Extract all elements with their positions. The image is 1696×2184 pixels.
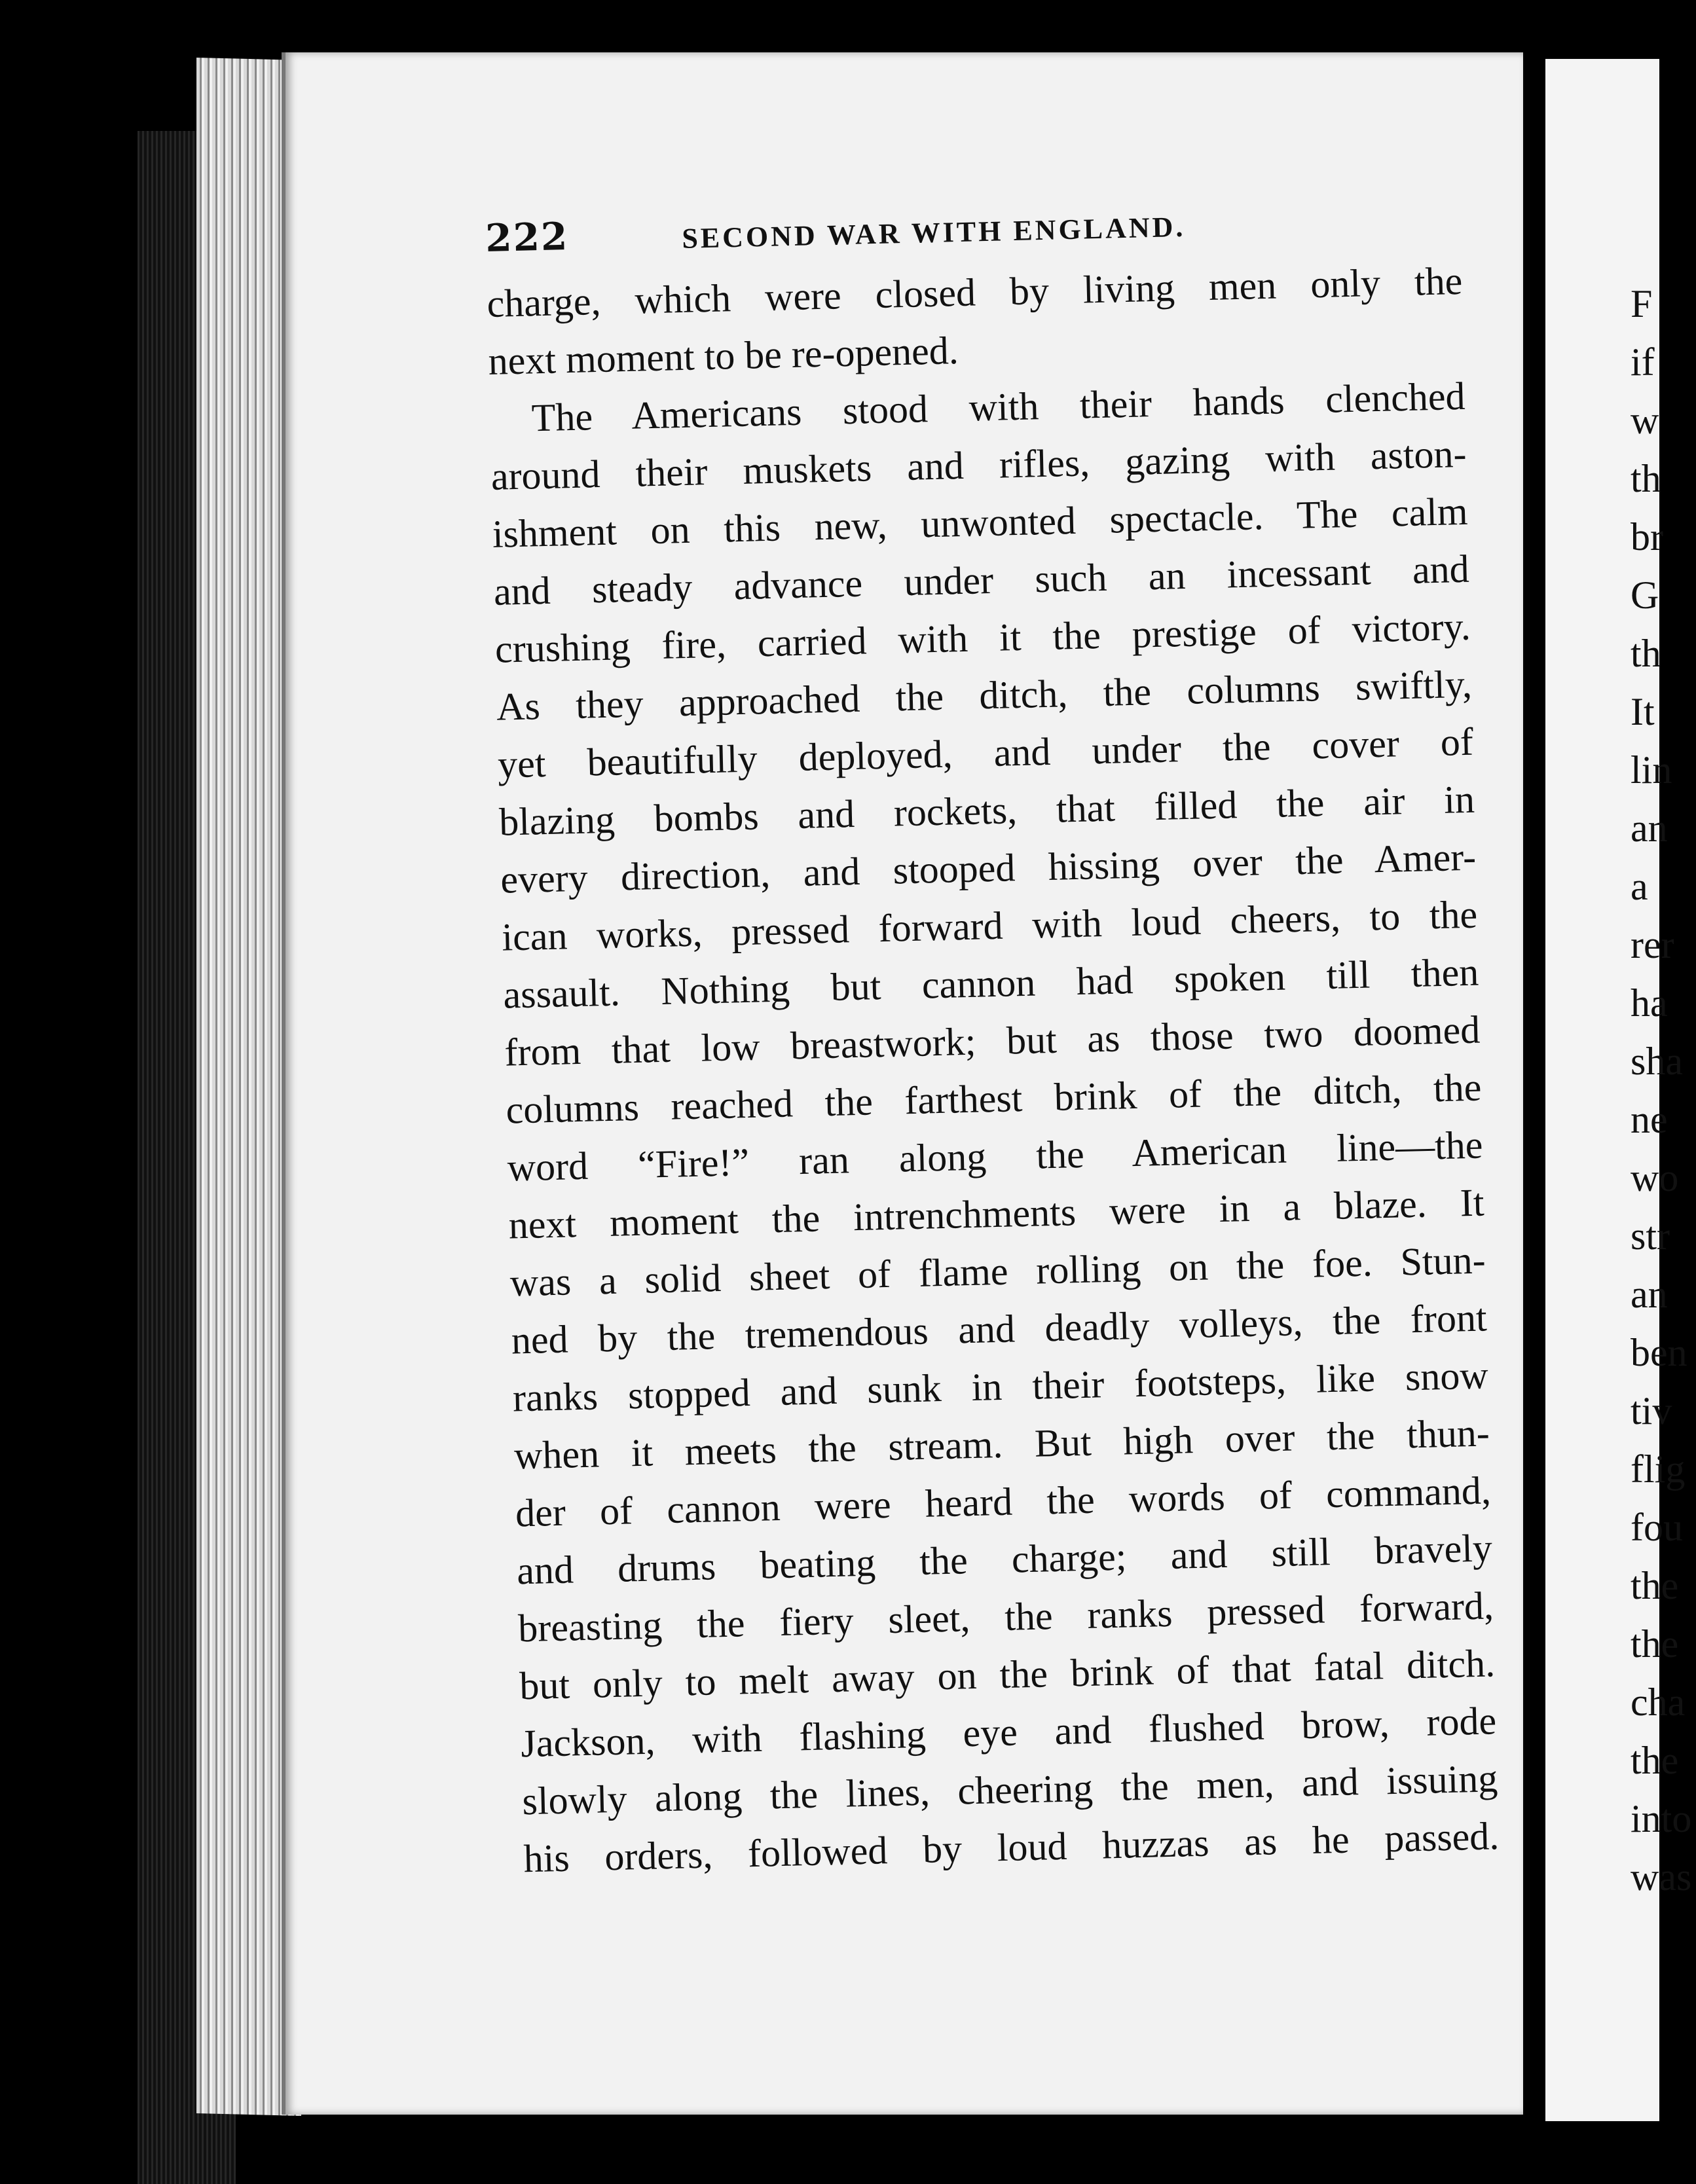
right-page-fragment: if: [1631, 340, 1655, 384]
right-page-fragment: ne: [1631, 1098, 1668, 1141]
right-page-fragment: rer: [1631, 923, 1674, 966]
right-page-fragment: tiv: [1631, 1389, 1672, 1432]
text-line: from that low breastwork; but as those two doomed: [504, 1008, 1481, 1074]
right-page-fragment: fou: [1631, 1506, 1683, 1549]
right-page-fragment: w: [1631, 399, 1659, 442]
right-page-fragment: wo: [1631, 1156, 1679, 1199]
text-line: ranks stopped and sunk in their footsteps, like snow: [512, 1353, 1489, 1420]
text-line: every direction, and stooped hissing over the Amer-: [500, 835, 1477, 901]
right-page-fragment: the: [1631, 1739, 1679, 1782]
right-page-fragment: br: [1631, 515, 1663, 558]
right-page-fragment: a: [1631, 865, 1648, 908]
right-page-fragment: sha: [1631, 1040, 1683, 1083]
right-page-fragment: the: [1631, 1564, 1679, 1607]
text-line: next moment to be re-opened.: [487, 329, 959, 383]
text-line: der of cannon were heard the words of command,: [515, 1468, 1492, 1535]
page-number: 222: [485, 214, 570, 261]
text-line: ican works, pressed forward with loud cheers, to the: [501, 892, 1478, 959]
text-line: and steady advance under such an incessant and: [493, 547, 1470, 613]
right-page-fragment: str: [1631, 1214, 1670, 1258]
text-line: As they approached the ditch, the columns swiftly,: [496, 662, 1473, 729]
text-line: crushing fire, carried with it the prestige of victory.: [494, 604, 1471, 671]
text-line: when it meets the stream. But high over the thun-: [513, 1411, 1490, 1478]
right-page-fragment: an: [1631, 807, 1668, 850]
text-line: charge, which were closed by living men only the: [486, 259, 1463, 325]
text-line: and drums beating the charge; and still bravely: [516, 1526, 1493, 1593]
text-line: ned by the tremendous and deadly volleys, the front: [511, 1296, 1488, 1362]
right-page-fragment: cha: [1631, 1681, 1686, 1724]
text-line: columns reached the farthest brink of the ditch, the: [505, 1065, 1483, 1132]
text-line: word “Fire!” ran along the American line—the: [506, 1123, 1484, 1190]
text-line: slowly along the lines, cheering the men, and issuing: [521, 1756, 1498, 1823]
right-page-fragment: F: [1631, 282, 1653, 325]
text-line: his orders, followed by loud huzzas as he passed.: [523, 1814, 1500, 1881]
right-page-fragment: th: [1631, 632, 1661, 675]
text-line: next moment the intrenchments were in a blaze. It: [508, 1180, 1485, 1247]
right-page-fragment: flig: [1631, 1447, 1686, 1491]
text-line: The Americans stood with their hands clenched: [530, 374, 1466, 440]
running-title: SECOND WAR WITH ENGLAND.: [681, 210, 1186, 255]
right-page-fragment: ben: [1631, 1331, 1687, 1374]
text-line: breasting the fiery sleet, the ranks pressed forward,: [517, 1584, 1494, 1650]
right-page-fragment: into: [1631, 1797, 1692, 1840]
right-page-fragment: an: [1631, 1273, 1668, 1316]
right-page-fragment: ha: [1631, 981, 1668, 1025]
right-page-fragment: was: [1631, 1855, 1692, 1899]
text-line: around their muskets and rifles, gazing with aston-: [490, 431, 1467, 498]
text-line: but only to melt away on the brink of that fatal ditch.: [519, 1641, 1496, 1708]
text-line: ishment on this new, unwonted spectacle. The calm: [492, 489, 1469, 556]
right-page-fragment: th: [1631, 457, 1661, 500]
text-line: Jackson, with flashing eye and flushed brow, rode: [520, 1699, 1497, 1766]
text-line: blazing bombs and rockets, that filled the air in: [498, 777, 1475, 844]
right-page-fragment: G: [1631, 573, 1659, 617]
text-line: yet beautifully deployed, and under the cover of: [497, 719, 1474, 786]
right-page-fragment: lin: [1631, 748, 1672, 792]
right-page-fragments: [1631, 275, 1696, 1906]
text-line: assault. Nothing but cannon had spoken till then: [502, 950, 1479, 1017]
text-line: was a solid sheet of flame rolling on the foe. Stun-: [509, 1238, 1486, 1305]
right-page-fragment: the: [1631, 1622, 1679, 1665]
left-page-text: [485, 180, 1500, 1887]
right-page-fragment: It: [1631, 690, 1655, 733]
